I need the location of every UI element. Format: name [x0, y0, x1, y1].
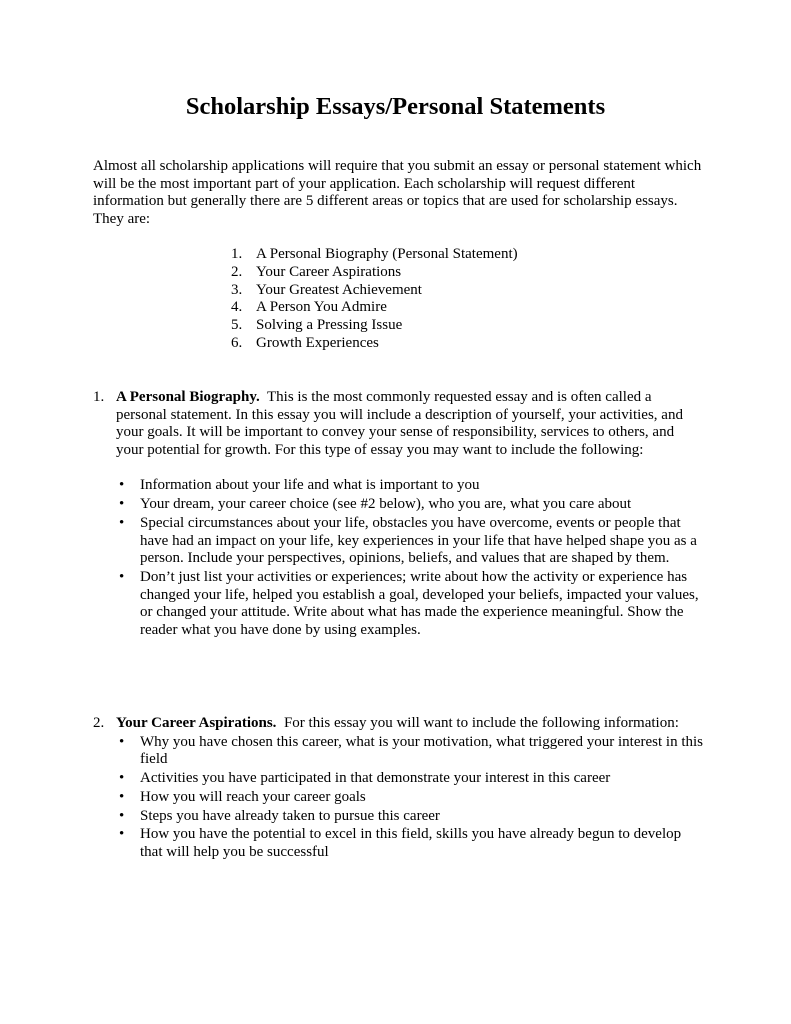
list-item-text: Solving a Pressing Issue	[256, 317, 403, 334]
bullet-text: Why you have chosen this career, what is your motivation, what triggered your interest in this field	[140, 733, 704, 768]
list-number: 6.	[231, 334, 243, 351]
bullet-text: How you have the potential to excel in this field, skills you have already begun to develop that will help you be successful	[140, 826, 682, 860]
list-item-text: Growth Experiences	[256, 334, 379, 351]
section-career-aspirations	[93, 715, 703, 863]
list-item-text: Your Career Aspirations	[256, 263, 402, 280]
list-number: 2.	[231, 263, 243, 280]
list-item	[231, 246, 518, 264]
bullet-text: Steps you have already taken to pursue this career	[140, 807, 440, 824]
section-number: 2.	[93, 715, 105, 731]
page-title: Scholarship Essays/Personal Statements	[185, 93, 606, 120]
list-number: 5.	[231, 317, 243, 334]
bullet-icon: •	[119, 807, 125, 824]
bullet-item	[116, 569, 703, 639]
bullet-text: Special circumstances about your life, obstacles you have overcome, events or people that have had an impact on your life, key experiences in your life that have helped shape you as a person. Include your perspectives, opinions, beliefs, and values that are shaped by them.	[140, 514, 697, 567]
list-item-text: Your Greatest Achievement	[256, 281, 422, 298]
bullet-text: Information about your life and what is important to you	[140, 477, 480, 494]
bullet-item	[116, 477, 703, 495]
bullet-item	[116, 789, 703, 807]
bullet-item	[116, 826, 703, 861]
section-number: 1.	[93, 389, 105, 405]
list-number: 4.	[231, 299, 243, 316]
intro-paragraph: Almost all scholarship applications will require that you submit an essay or personal statement which will be the most important part of your application. Each scholarship will request different information but generally there are 5 different areas or topics that are used for scholarship essays. They are:	[93, 158, 702, 227]
list-item	[231, 282, 518, 300]
list-item	[231, 264, 518, 282]
section-paragraph	[116, 389, 703, 459]
list-item-text: A Person You Admire	[256, 299, 387, 316]
bullet-icon: •	[119, 733, 125, 750]
list-item	[231, 317, 518, 335]
bullet-icon: •	[119, 514, 125, 531]
bullet-icon: •	[119, 826, 125, 843]
bullet-text: Activities you have participated in that demonstrate your interest in this career	[140, 769, 611, 786]
bullet-list	[116, 734, 703, 862]
list-number: 1.	[231, 246, 243, 262]
section-paragraph	[116, 715, 703, 733]
bullet-item	[116, 734, 703, 769]
bullet-icon: •	[119, 477, 125, 494]
section-heading: Your Career Aspirations.	[116, 715, 277, 731]
list-item	[231, 299, 518, 317]
bullet-text: How you will reach your career goals	[140, 788, 366, 805]
bullet-item	[116, 515, 703, 568]
bullet-text: Don’t just list your activities or experiences; write about how the activity or experience has changed your life, helped you establish a goal, developed your beliefs, impacted your values, or changed your attitude. Write about what has made the experience meaningful. Show the reader what you have done by using examples.	[140, 568, 699, 638]
bullet-list	[116, 477, 703, 639]
bullet-icon: •	[119, 769, 125, 786]
bullet-icon: •	[119, 788, 125, 805]
section-heading: A Personal Biography.	[116, 389, 260, 405]
bullet-item	[116, 808, 703, 826]
list-item-text: A Personal Biography (Personal Statement)	[256, 246, 518, 262]
bullet-item	[116, 770, 703, 788]
topics-list	[231, 246, 518, 353]
list-item	[231, 335, 518, 353]
bullet-text: Your dream, your career choice (see #2 below), who you are, what you care about	[140, 496, 632, 513]
section-body: For this essay you will want to include the following information:	[283, 715, 679, 731]
bullet-item	[116, 496, 703, 514]
section-personal-biography	[93, 389, 703, 640]
bullet-icon: •	[119, 568, 125, 585]
list-number: 3.	[231, 281, 243, 298]
section-body: This is the most commonly requested essay and is often called a personal statement. In this essay you will include a description of yourself, your activities, and your goals. It will be important to convey your sense of responsibility, services to others, and your potential for growth. For this type of essay you may want to include the following:	[116, 389, 683, 458]
bullet-icon: •	[119, 496, 125, 513]
